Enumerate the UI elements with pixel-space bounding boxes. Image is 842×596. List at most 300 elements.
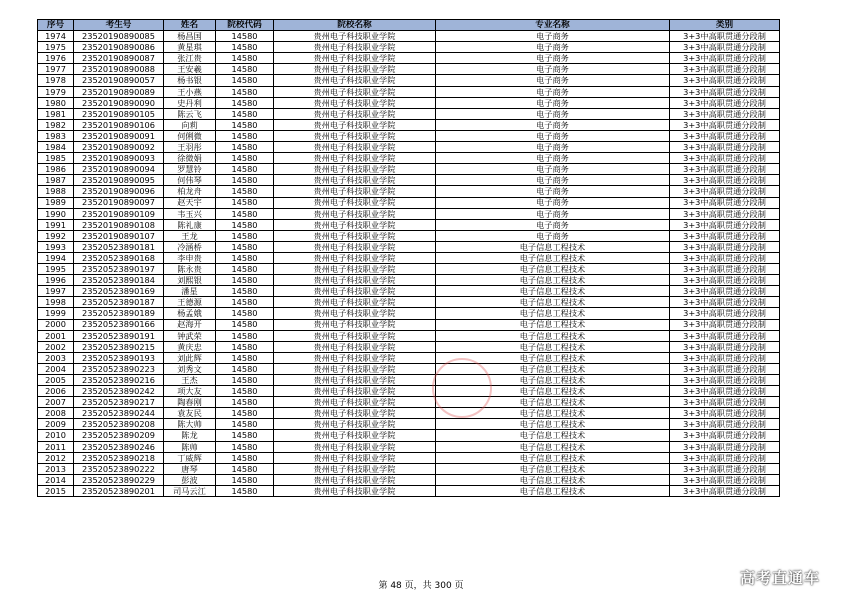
page-footer: 第 48 页，共 300 页 [378, 581, 464, 591]
cell-name: 刘秀文 [164, 363, 216, 374]
table-row [38, 430, 780, 441]
cell-exam-id: 23520190890107 [74, 230, 164, 241]
header-major: 专业名称 [436, 20, 670, 31]
cell-school-code: 14580 [216, 219, 274, 230]
cell-seq: 2006 [38, 386, 74, 397]
cell-school-name: 贵州电子科技职业学院 [274, 430, 436, 441]
cell-school-name: 贵州电子科技职业学院 [274, 286, 436, 297]
table-row [38, 64, 780, 75]
table-row [38, 308, 780, 319]
cell-major: 电子信息工程技术 [436, 252, 670, 263]
table-row [38, 319, 780, 330]
cell-school-name: 贵州电子科技职业学院 [274, 297, 436, 308]
cell-school-name: 贵州电子科技职业学院 [274, 341, 436, 352]
table-row [38, 386, 780, 397]
cell-category: 3+3中高职贯通分段制 [670, 86, 780, 97]
cell-name: 陈龙 [164, 430, 216, 441]
cell-name: 向莉 [164, 119, 216, 130]
cell-category: 3+3中高职贯通分段制 [670, 330, 780, 341]
cell-category: 3+3中高职贯通分段制 [670, 485, 780, 496]
cell-major: 电子信息工程技术 [436, 352, 670, 363]
cell-name: 王小燕 [164, 86, 216, 97]
cell-school-name: 贵州电子科技职业学院 [274, 252, 436, 263]
table-row [38, 208, 780, 219]
cell-major: 电子信息工程技术 [436, 363, 670, 374]
cell-seq: 1979 [38, 86, 74, 97]
cell-major: 电子商务 [436, 175, 670, 186]
cell-exam-id: 23520523890216 [74, 375, 164, 386]
cell-exam-id: 23520190890057 [74, 75, 164, 86]
cell-school-name: 贵州电子科技职业学院 [274, 441, 436, 452]
cell-major: 电子信息工程技术 [436, 386, 670, 397]
cell-seq: 2013 [38, 463, 74, 474]
cell-category: 3+3中高职贯通分段制 [670, 252, 780, 263]
cell-seq: 2012 [38, 452, 74, 463]
cell-school-name: 贵州电子科技职业学院 [274, 474, 436, 485]
cell-major: 电子商务 [436, 53, 670, 64]
cell-school-code: 14580 [216, 485, 274, 496]
cell-school-code: 14580 [216, 53, 274, 64]
cell-school-name: 贵州电子科技职业学院 [274, 130, 436, 141]
cell-school-code: 14580 [216, 241, 274, 252]
cell-name: 王羽彤 [164, 142, 216, 153]
admission-table [37, 19, 780, 497]
table-row [38, 175, 780, 186]
table-row [38, 397, 780, 408]
cell-seq: 2004 [38, 363, 74, 374]
cell-school-name: 贵州电子科技职业学院 [274, 419, 436, 430]
cell-category: 3+3中高职贯通分段制 [670, 208, 780, 219]
cell-major: 电子信息工程技术 [436, 275, 670, 286]
cell-category: 3+3中高职贯通分段制 [670, 397, 780, 408]
cell-school-code: 14580 [216, 441, 274, 452]
cell-seq: 1986 [38, 164, 74, 175]
table-row [38, 142, 780, 153]
cell-major: 电子信息工程技术 [436, 264, 670, 275]
table-row [38, 153, 780, 164]
cell-seq: 1984 [38, 142, 74, 153]
cell-seq: 2002 [38, 341, 74, 352]
cell-school-name: 贵州电子科技职业学院 [274, 363, 436, 374]
cell-exam-id: 23520523890208 [74, 419, 164, 430]
cell-seq: 1999 [38, 308, 74, 319]
cell-major: 电子商务 [436, 119, 670, 130]
cell-school-name: 贵州电子科技职业学院 [274, 53, 436, 64]
cell-major: 电子信息工程技术 [436, 452, 670, 463]
cell-major: 电子信息工程技术 [436, 319, 670, 330]
cell-name: 杨书银 [164, 75, 216, 86]
cell-school-name: 贵州电子科技职业学院 [274, 463, 436, 474]
cell-category: 3+3中高职贯通分段制 [670, 319, 780, 330]
cell-seq: 1997 [38, 286, 74, 297]
cell-school-code: 14580 [216, 330, 274, 341]
cell-exam-id: 23520523890209 [74, 430, 164, 441]
cell-exam-id: 23520190890106 [74, 119, 164, 130]
cell-seq: 1991 [38, 219, 74, 230]
header-school-code: 院校代码 [216, 20, 274, 31]
cell-seq: 2007 [38, 397, 74, 408]
cell-seq: 1985 [38, 153, 74, 164]
cell-school-name: 贵州电子科技职业学院 [274, 408, 436, 419]
cell-name: 陈大帅 [164, 419, 216, 430]
cell-school-name: 贵州电子科技职业学院 [274, 142, 436, 153]
cell-category: 3+3中高职贯通分段制 [670, 219, 780, 230]
cell-school-name: 贵州电子科技职业学院 [274, 264, 436, 275]
cell-seq: 1987 [38, 175, 74, 186]
cell-major: 电子信息工程技术 [436, 419, 670, 430]
cell-category: 3+3中高职贯通分段制 [670, 53, 780, 64]
cell-category: 3+3中高职贯通分段制 [670, 241, 780, 252]
cell-seq: 1981 [38, 108, 74, 119]
cell-category: 3+3中高职贯通分段制 [670, 108, 780, 119]
cell-category: 3+3中高职贯通分段制 [670, 75, 780, 86]
cell-exam-id: 23520523890191 [74, 330, 164, 341]
cell-category: 3+3中高职贯通分段制 [670, 474, 780, 485]
cell-school-code: 14580 [216, 408, 274, 419]
cell-category: 3+3中高职贯通分段制 [670, 31, 780, 42]
cell-school-code: 14580 [216, 153, 274, 164]
cell-major: 电子信息工程技术 [436, 308, 670, 319]
cell-exam-id: 23520190890092 [74, 142, 164, 153]
cell-category: 3+3中高职贯通分段制 [670, 186, 780, 197]
watermark-stamp [432, 358, 492, 418]
cell-major: 电子信息工程技术 [436, 341, 670, 352]
cell-major: 电子信息工程技术 [436, 375, 670, 386]
cell-name: 潘星 [164, 286, 216, 297]
cell-category: 3+3中高职贯通分段制 [670, 463, 780, 474]
cell-seq: 2015 [38, 485, 74, 496]
cell-school-name: 贵州电子科技职业学院 [274, 75, 436, 86]
cell-major: 电子信息工程技术 [436, 441, 670, 452]
cell-seq: 2014 [38, 474, 74, 485]
cell-major: 电子商务 [436, 130, 670, 141]
cell-exam-id: 23520190890087 [74, 53, 164, 64]
cell-category: 3+3中高职贯通分段制 [670, 297, 780, 308]
cell-school-name: 贵州电子科技职业学院 [274, 330, 436, 341]
cell-school-code: 14580 [216, 341, 274, 352]
table-row [38, 330, 780, 341]
cell-major: 电子信息工程技术 [436, 397, 670, 408]
cell-exam-id: 23520523890169 [74, 286, 164, 297]
cell-school-code: 14580 [216, 42, 274, 53]
cell-school-code: 14580 [216, 419, 274, 430]
cell-school-code: 14580 [216, 130, 274, 141]
table-row [38, 42, 780, 53]
cell-major: 电子商务 [436, 208, 670, 219]
cell-school-name: 贵州电子科技职业学院 [274, 86, 436, 97]
cell-category: 3+3中高职贯通分段制 [670, 197, 780, 208]
cell-seq: 1996 [38, 275, 74, 286]
table-row [38, 341, 780, 352]
cell-school-code: 14580 [216, 264, 274, 275]
cell-major: 电子商务 [436, 31, 670, 42]
cell-exam-id: 23520523890215 [74, 341, 164, 352]
cell-school-name: 贵州电子科技职业学院 [274, 153, 436, 164]
cell-major: 电子信息工程技术 [436, 430, 670, 441]
table-row [38, 186, 780, 197]
cell-school-code: 14580 [216, 352, 274, 363]
cell-name: 张江贵 [164, 53, 216, 64]
cell-school-code: 14580 [216, 186, 274, 197]
header-exam-id: 考生号 [74, 20, 164, 31]
cell-name: 陶春刚 [164, 397, 216, 408]
cell-category: 3+3中高职贯通分段制 [670, 119, 780, 130]
cell-major: 电子信息工程技术 [436, 330, 670, 341]
cell-school-code: 14580 [216, 363, 274, 374]
cell-school-name: 贵州电子科技职业学院 [274, 485, 436, 496]
cell-school-name: 贵州电子科技职业学院 [274, 64, 436, 75]
cell-category: 3+3中高职贯通分段制 [670, 153, 780, 164]
cell-category: 3+3中高职贯通分段制 [670, 375, 780, 386]
cell-exam-id: 23520523890166 [74, 319, 164, 330]
cell-name: 何俐微 [164, 130, 216, 141]
cell-school-code: 14580 [216, 108, 274, 119]
cell-category: 3+3中高职贯通分段制 [670, 175, 780, 186]
cell-exam-id: 23520523890222 [74, 463, 164, 474]
cell-seq: 2009 [38, 419, 74, 430]
cell-school-code: 14580 [216, 142, 274, 153]
cell-name: 王杰 [164, 375, 216, 386]
cell-category: 3+3中高职贯通分段制 [670, 308, 780, 319]
cell-major: 电子商务 [436, 230, 670, 241]
header-category: 类别 [670, 20, 780, 31]
cell-seq: 1977 [38, 64, 74, 75]
cell-school-code: 14580 [216, 208, 274, 219]
cell-category: 3+3中高职贯通分段制 [670, 286, 780, 297]
cell-category: 3+3中高职贯通分段制 [670, 408, 780, 419]
cell-school-name: 贵州电子科技职业学院 [274, 164, 436, 175]
cell-category: 3+3中高职贯通分段制 [670, 64, 780, 75]
cell-major: 电子商务 [436, 197, 670, 208]
cell-category: 3+3中高职贯通分段制 [670, 441, 780, 452]
cell-school-name: 贵州电子科技职业学院 [274, 386, 436, 397]
cell-school-code: 14580 [216, 64, 274, 75]
cell-name: 黄星琪 [164, 42, 216, 53]
header-school-name: 院校名称 [274, 20, 436, 31]
cell-major: 电子商务 [436, 164, 670, 175]
cell-school-code: 14580 [216, 286, 274, 297]
cell-school-code: 14580 [216, 31, 274, 42]
cell-school-code: 14580 [216, 75, 274, 86]
cell-seq: 1978 [38, 75, 74, 86]
cell-name: 司马云江 [164, 485, 216, 496]
cell-school-name: 贵州电子科技职业学院 [274, 308, 436, 319]
cell-name: 王德源 [164, 297, 216, 308]
cell-exam-id: 23520523890197 [74, 264, 164, 275]
cell-school-name: 贵州电子科技职业学院 [274, 108, 436, 119]
cell-name: 冷涵桥 [164, 241, 216, 252]
cell-school-name: 贵州电子科技职业学院 [274, 230, 436, 241]
cell-exam-id: 23520523890187 [74, 297, 164, 308]
table-row [38, 119, 780, 130]
table-row [38, 452, 780, 463]
cell-major: 电子商务 [436, 97, 670, 108]
cell-school-name: 贵州电子科技职业学院 [274, 452, 436, 463]
cell-category: 3+3中高职贯通分段制 [670, 452, 780, 463]
cell-school-code: 14580 [216, 386, 274, 397]
cell-major: 电子信息工程技术 [436, 474, 670, 485]
table-header-row [38, 20, 780, 31]
table-row [38, 375, 780, 386]
table-row [38, 164, 780, 175]
cell-school-name: 贵州电子科技职业学院 [274, 241, 436, 252]
cell-exam-id: 23520190890089 [74, 86, 164, 97]
cell-exam-id: 23520190890095 [74, 175, 164, 186]
cell-name: 赵海开 [164, 319, 216, 330]
cell-school-name: 贵州电子科技职业学院 [274, 175, 436, 186]
cell-school-name: 贵州电子科技职业学院 [274, 397, 436, 408]
cell-school-name: 贵州电子科技职业学院 [274, 275, 436, 286]
cell-school-code: 14580 [216, 230, 274, 241]
table-row [38, 408, 780, 419]
cell-exam-id: 23520523890168 [74, 252, 164, 263]
cell-name: 刘熙银 [164, 275, 216, 286]
cell-major: 电子信息工程技术 [436, 463, 670, 474]
cell-exam-id: 23520523890217 [74, 397, 164, 408]
cell-exam-id: 23520190890090 [74, 97, 164, 108]
cell-school-name: 贵州电子科技职业学院 [274, 197, 436, 208]
cell-category: 3+3中高职贯通分段制 [670, 230, 780, 241]
cell-exam-id: 23520190890086 [74, 42, 164, 53]
table-row [38, 75, 780, 86]
header-seq: 序号 [38, 20, 74, 31]
cell-name: 何伟琴 [164, 175, 216, 186]
cell-school-code: 14580 [216, 319, 274, 330]
cell-school-code: 14580 [216, 430, 274, 441]
cell-category: 3+3中高职贯通分段制 [670, 275, 780, 286]
cell-name: 钟武荣 [164, 330, 216, 341]
cell-school-name: 贵州电子科技职业学院 [274, 208, 436, 219]
cell-name: 李申贵 [164, 252, 216, 263]
table-row [38, 97, 780, 108]
cell-name: 陈礼康 [164, 219, 216, 230]
cell-school-name: 贵州电子科技职业学院 [274, 375, 436, 386]
cell-school-name: 贵州电子科技职业学院 [274, 319, 436, 330]
brand-watermark: 高考直通车 [739, 569, 820, 587]
table-row [38, 352, 780, 363]
cell-name: 史丹利 [164, 97, 216, 108]
cell-category: 3+3中高职贯通分段制 [670, 264, 780, 275]
cell-school-code: 14580 [216, 175, 274, 186]
cell-name: 杨昌国 [164, 31, 216, 42]
cell-major: 电子信息工程技术 [436, 286, 670, 297]
cell-name: 柏龙舟 [164, 186, 216, 197]
cell-name: 赵天宇 [164, 197, 216, 208]
cell-school-code: 14580 [216, 474, 274, 485]
cell-seq: 2011 [38, 441, 74, 452]
cell-major: 电子信息工程技术 [436, 408, 670, 419]
cell-seq: 1990 [38, 208, 74, 219]
cell-exam-id: 23520190890085 [74, 31, 164, 42]
cell-seq: 2001 [38, 330, 74, 341]
cell-category: 3+3中高职贯通分段制 [670, 97, 780, 108]
cell-school-name: 贵州电子科技职业学院 [274, 219, 436, 230]
table-row [38, 108, 780, 119]
cell-seq: 2010 [38, 430, 74, 441]
cell-name: 项大友 [164, 386, 216, 397]
cell-school-code: 14580 [216, 164, 274, 175]
header-name: 姓名 [164, 20, 216, 31]
cell-category: 3+3中高职贯通分段制 [670, 363, 780, 374]
cell-seq: 1976 [38, 53, 74, 64]
cell-seq: 2000 [38, 319, 74, 330]
cell-school-code: 14580 [216, 197, 274, 208]
table-row [38, 197, 780, 208]
cell-exam-id: 23520523890189 [74, 308, 164, 319]
cell-name: 彭波 [164, 474, 216, 485]
cell-school-code: 14580 [216, 275, 274, 286]
cell-school-code: 14580 [216, 463, 274, 474]
cell-exam-id: 23520190890091 [74, 130, 164, 141]
cell-name: 王龙 [164, 230, 216, 241]
cell-school-code: 14580 [216, 397, 274, 408]
cell-name: 刘此辉 [164, 352, 216, 363]
cell-exam-id: 23520190890096 [74, 186, 164, 197]
cell-name: 徐微娟 [164, 153, 216, 164]
cell-seq: 1988 [38, 186, 74, 197]
cell-name: 杨孟娥 [164, 308, 216, 319]
cell-category: 3+3中高职贯通分段制 [670, 419, 780, 430]
table-row [38, 53, 780, 64]
cell-name: 陈云飞 [164, 108, 216, 119]
cell-school-name: 贵州电子科技职业学院 [274, 352, 436, 363]
cell-exam-id: 23520190890108 [74, 219, 164, 230]
cell-major: 电子商务 [436, 219, 670, 230]
cell-exam-id: 23520190890088 [74, 64, 164, 75]
cell-category: 3+3中高职贯通分段制 [670, 42, 780, 53]
table-row [38, 219, 780, 230]
cell-school-name: 贵州电子科技职业学院 [274, 186, 436, 197]
cell-exam-id: 23520523890242 [74, 386, 164, 397]
table-row [38, 230, 780, 241]
cell-exam-id: 23520523890223 [74, 363, 164, 374]
cell-major: 电子信息工程技术 [436, 485, 670, 496]
cell-exam-id: 23520523890184 [74, 275, 164, 286]
cell-seq: 2005 [38, 375, 74, 386]
cell-major: 电子商务 [436, 153, 670, 164]
cell-major: 电子信息工程技术 [436, 241, 670, 252]
cell-school-name: 贵州电子科技职业学院 [274, 97, 436, 108]
cell-seq: 1994 [38, 252, 74, 263]
cell-exam-id: 23520190890094 [74, 164, 164, 175]
table-row [38, 419, 780, 430]
cell-name: 韦玉兴 [164, 208, 216, 219]
cell-exam-id: 23520190890105 [74, 108, 164, 119]
cell-seq: 1998 [38, 297, 74, 308]
cell-school-code: 14580 [216, 375, 274, 386]
cell-seq: 1983 [38, 130, 74, 141]
cell-school-code: 14580 [216, 308, 274, 319]
cell-seq: 1995 [38, 264, 74, 275]
cell-seq: 1992 [38, 230, 74, 241]
cell-exam-id: 23520523890246 [74, 441, 164, 452]
table-row [38, 31, 780, 42]
cell-category: 3+3中高职贯通分段制 [670, 130, 780, 141]
table-row [38, 485, 780, 496]
cell-category: 3+3中高职贯通分段制 [670, 164, 780, 175]
cell-major: 电子商务 [436, 42, 670, 53]
cell-major: 电子商务 [436, 142, 670, 153]
cell-major: 电子商务 [436, 108, 670, 119]
cell-name: 袁友民 [164, 408, 216, 419]
cell-school-code: 14580 [216, 97, 274, 108]
cell-exam-id: 23520523890181 [74, 241, 164, 252]
cell-name: 黄庆忠 [164, 341, 216, 352]
cell-name: 王安羲 [164, 64, 216, 75]
table-row [38, 441, 780, 452]
cell-exam-id: 23520523890218 [74, 452, 164, 463]
cell-name: 陈帅 [164, 441, 216, 452]
